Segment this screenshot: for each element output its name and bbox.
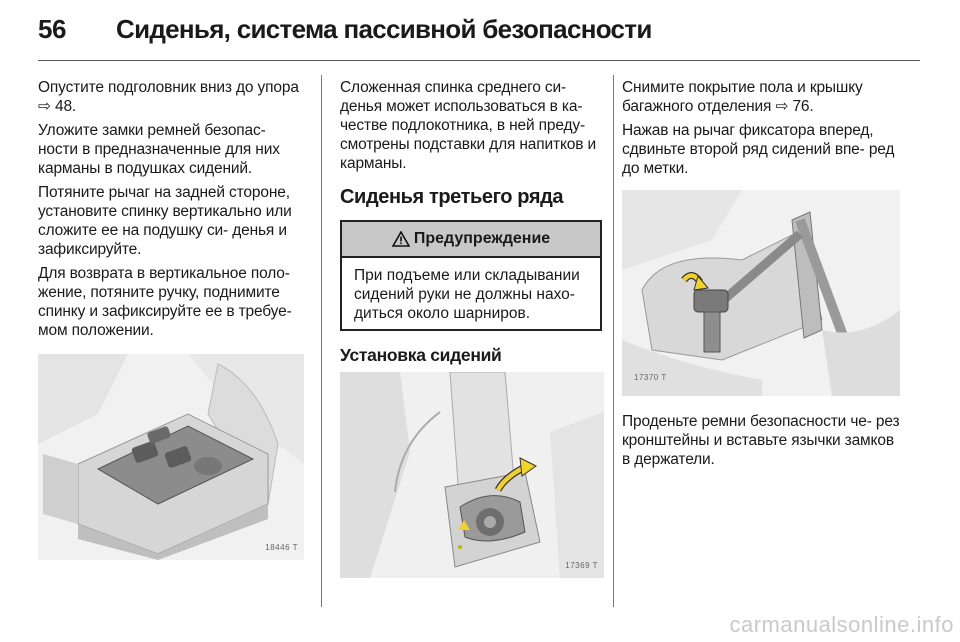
paragraph: Для возврата в вертикальное поло- жение, потяните ручку, поднимите спинку и зафиксируйте ее в требуе- мом положении. xyxy=(38,265,292,339)
figure-seat-installation xyxy=(340,372,604,578)
seatbelt-bracket-illustration xyxy=(622,190,900,396)
figure-folded-seat xyxy=(38,354,304,560)
warning-triangle-icon xyxy=(392,231,410,247)
column-2 xyxy=(340,78,604,578)
page-title: Сиденья, система пассивной безопасности xyxy=(116,14,652,44)
column-1 xyxy=(38,78,308,560)
paragraph: Снимите покрытие пола и крышку багажного отделения ⇨ 76. xyxy=(622,79,863,115)
paragraph: Уложите замки ремней безопас- ности в предназначенные для них карманы в подушках сидений. xyxy=(38,122,280,177)
paragraph: Опустите подголовник вниз до упора ⇨ 48. xyxy=(38,79,299,115)
subsection-heading: Установка сидений xyxy=(340,345,502,365)
column-divider-2 xyxy=(613,75,614,607)
column-divider-1 xyxy=(321,75,322,607)
paragraph: Проденьте ремни безопасности че- рез кронштейны и вставьте язычки замков в держатели. xyxy=(622,413,900,468)
warning-text: При подъеме или складывании сидений руки не должны нахо- диться около шарниров. xyxy=(354,267,580,322)
header-divider xyxy=(38,60,920,61)
paragraph: Нажав на рычаг фиксатора вперед, сдвиньте второй ряд сидений впе- ред до метки. xyxy=(622,122,895,177)
seat-installation-illustration xyxy=(340,372,604,578)
figure-code: 17370 T xyxy=(634,373,667,382)
page-header xyxy=(38,14,652,48)
watermark: carmanualsonline.info xyxy=(729,612,954,637)
warning-title: Предупреждение xyxy=(413,230,551,247)
paragraph: Сложенная спинка среднего си- денья может использоваться в ка- честве подлокотника, в ней преду- смотрены подставки для напитков и карманы. xyxy=(340,79,596,172)
paragraph: Потяните рычаг на задней стороне, установите спинку вертикально или сложите ее на подушку си- денья и зафиксируйте. xyxy=(38,184,292,258)
page-number: 56 xyxy=(38,14,66,44)
figure-code: 18446 T xyxy=(265,543,298,552)
section-heading: Сиденья третьего ряда xyxy=(340,186,564,208)
figure-seatbelt-bracket xyxy=(622,190,900,396)
folded-seat-illustration xyxy=(38,354,304,560)
warning-box xyxy=(340,220,602,331)
warning-header xyxy=(342,222,600,258)
column-3 xyxy=(622,78,904,474)
figure-code: 17369 T xyxy=(565,561,598,570)
